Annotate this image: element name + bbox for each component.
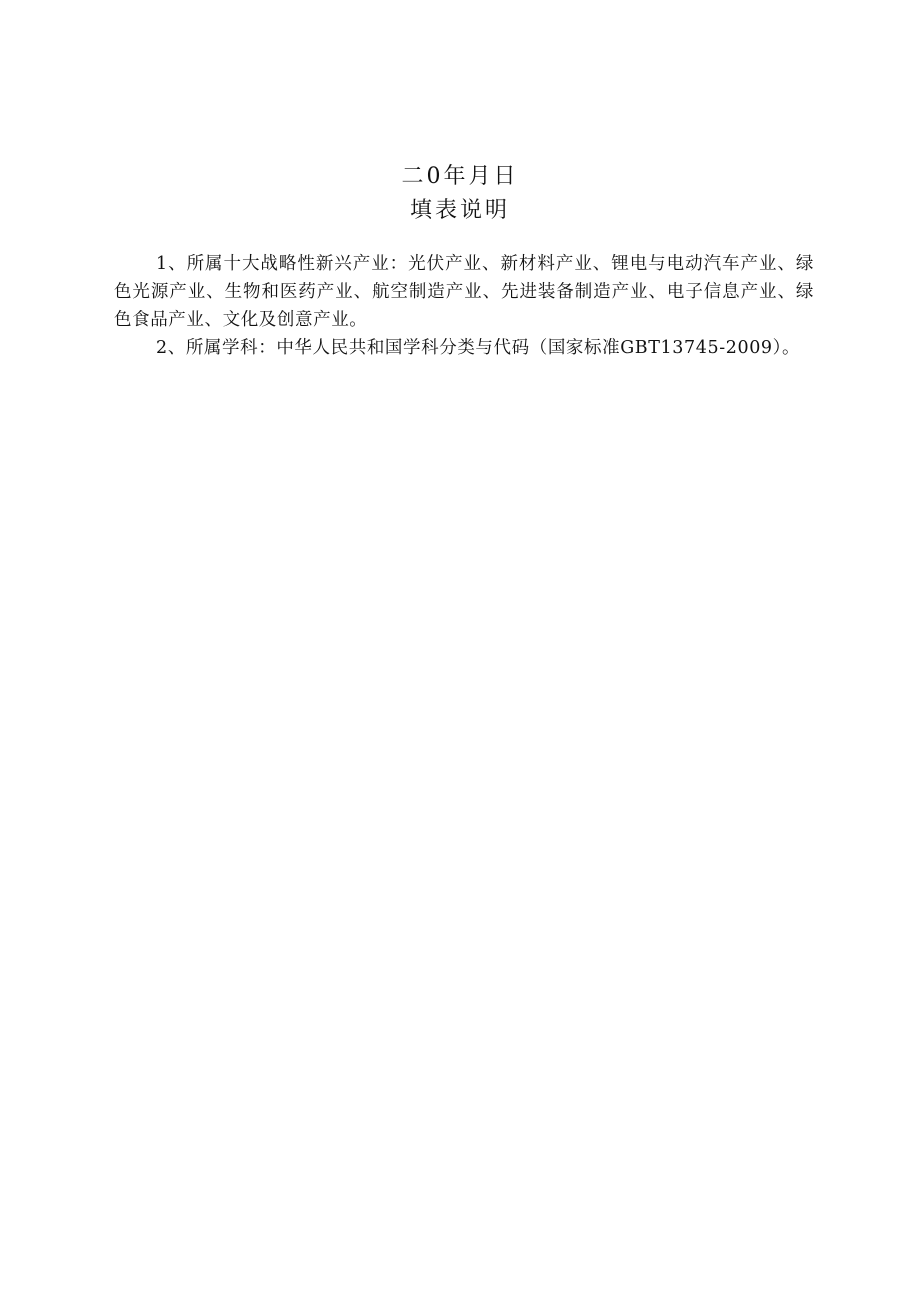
date-line: 二0年月日 [401,164,519,189]
instruction-paragraph-2: 2、所属学科：中华人民共和国学科分类与代码（国家标准GBT13745-2009）。 [156,338,801,358]
instructions-body [114,250,814,362]
page-title: 填表说明 [409,198,510,223]
instruction-paragraph-1: 1、所属十大战略性新兴产业：光伏产业、新材料产业、锂电与电动汽车产业、绿色光源产业、生物和医药产业、航空制造产业、先进装备制造产业、电子信息产业、绿色食品产业、文化及创意产业。 [114,254,814,330]
